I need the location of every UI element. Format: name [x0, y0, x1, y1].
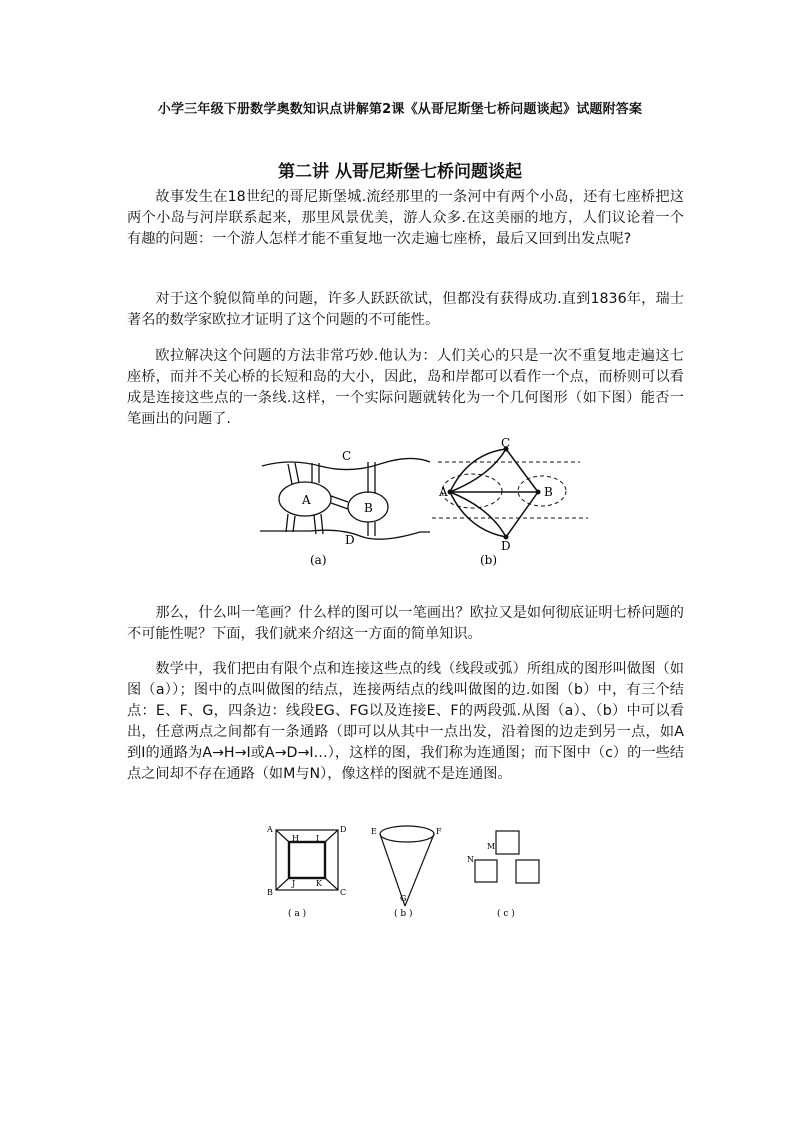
cone-label-e: E [371, 827, 377, 836]
dashed-island-b [518, 476, 566, 506]
paragraph-connected-graph: 数学中，我们把由有限个点和连接这些点的线（线段或弧）所组成的图形叫做图（如图（a））；图中的点叫做图的结点，连接两结点的线叫做图的边.如图（b）中，有三个结点：E、F、G，四条边：线段EG、FG以及连接E、F的两段弧.从图（a）、（b）中可以看出，任意两点之间都有一条通路（即可以从其中一点出发，沿着图的边走到另一点，如A到I的通路为A→H→I或A→D→I…），这样的图，我们称为连通图；而下图中（c）的一些结点之间却不存在通路（如M与N），像这样的图就不是连通图。 [127, 661, 684, 782]
caption-a: (a) [310, 553, 327, 567]
paragraph-euler-proof: 对于这个貌似简单的问题，许多人跃跃欲试，但都没有获得成功.直到1836年，瑞士著名的数学家欧拉才证明了这个问题的不可能性。 [127, 291, 684, 328]
square-label-j: J [292, 879, 296, 888]
edge-a-c-1 [450, 449, 506, 492]
node-a [448, 490, 453, 495]
lesson-title: 第二讲 从哥尼斯堡七桥问题谈起 [278, 162, 522, 182]
bridge-5 [286, 514, 295, 532]
square-label-h: H [292, 834, 299, 843]
square-left [475, 860, 497, 882]
bridge-7 [368, 522, 375, 536]
edge-c-k [325, 878, 338, 890]
square-label-c: C [340, 888, 347, 897]
square-label-b: B [267, 888, 273, 897]
edge-c-b [506, 449, 538, 492]
disconnected-label-m: M [487, 842, 496, 851]
edge-b-j [276, 878, 289, 890]
bridge-1 [288, 463, 299, 484]
map-label-d: D [345, 533, 355, 547]
caption-b: (b) [480, 553, 498, 567]
caption-graph-a: ( a ) [288, 909, 307, 919]
cone-label-f: F [436, 827, 442, 836]
bridges-graph [432, 447, 588, 540]
edge-a-h [276, 830, 289, 842]
graph-label-b: B [544, 485, 553, 499]
edge-f-g [405, 834, 434, 906]
square-label-a: A [267, 825, 273, 834]
paragraph-one-stroke: 那么，什么叫一笔画？什么样的图可以一笔画出？欧拉又是如何彻底证明七桥问题的不可能性呢？下面，我们就来介绍这一方面的简单知识。 [127, 605, 684, 642]
disconnected-graph [475, 831, 539, 883]
cone-graph [380, 826, 434, 906]
inner-square [289, 842, 325, 878]
square-label-i: I [316, 834, 320, 843]
square-label-k: K [316, 879, 322, 888]
edge-d-i [325, 830, 338, 842]
graph-label-d: D [501, 539, 511, 553]
disconnected-label-n: N [467, 855, 474, 864]
bridge-4 [331, 496, 348, 509]
map-label-a: A [302, 493, 311, 507]
graph-label-a: A [439, 485, 448, 499]
node-b [536, 490, 541, 495]
map-label-c: C [342, 449, 352, 463]
edge-a-d-1 [450, 492, 506, 537]
figure-konigsberg-bridges [250, 436, 590, 576]
square-upper-right [496, 831, 519, 854]
figure-graph-examples [258, 818, 558, 928]
graph-label-c: C [501, 436, 511, 450]
graphs-svg [258, 818, 558, 928]
square-label-d: D [340, 825, 347, 834]
caption-graph-b: ( b ) [394, 909, 413, 919]
square-graph [276, 830, 338, 890]
paragraph-story: 故事发生在18世纪的哥尼斯堡城.流经那里的一条河中有两个小岛，还有七座桥把这两个小岛与河岸联系起来，那里风景优美，游人众多.在这美丽的地方，人们议论着一个有趣的问题：一个游人怎样才能不重复地一次走遍七座桥，最后又回到出发点呢? [127, 189, 684, 247]
cone-top-ellipse [380, 826, 434, 842]
caption-graph-c: ( c ) [497, 909, 515, 919]
map-label-b: B [364, 501, 373, 515]
bridges-svg [250, 436, 590, 576]
document-title: 小学三年级下册数学奥数知识点讲解第2课《从哥尼斯堡七桥问题谈起》试题附答案 [157, 102, 643, 117]
paragraph-euler-method: 欧拉解决这个问题的方法非常巧妙.他认为：人们关心的只是一次不重复地走遍这七座桥，而并不关心桥的长短和岛的大小，因此，岛和岸都可以看作一个点，而桥则可以看成是连接这些点的一条线.这样，一个实际问题就转化为一个几何图形（如下图）能否一笔画出的问题了. [127, 348, 684, 427]
edge-a-d-2 [450, 492, 506, 537]
edge-a-c-2 [450, 449, 506, 492]
bridges-map [260, 458, 430, 539]
cone-label-g: G [400, 894, 407, 903]
square-right [516, 860, 539, 883]
